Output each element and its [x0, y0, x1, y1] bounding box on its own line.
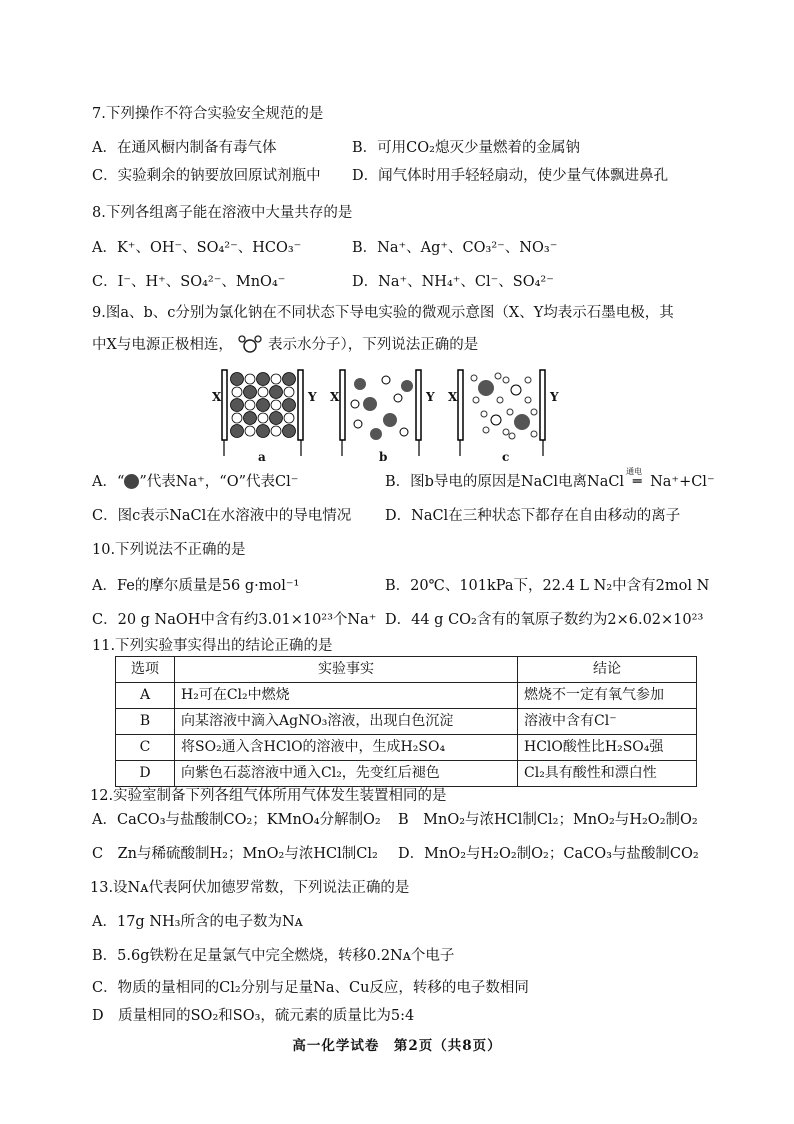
- page-footer: 高一化学试卷 第2页（共8页）: [292, 1038, 502, 1054]
- q11-stem: 11.下列实验事实得出的结论正确的是: [92, 638, 333, 654]
- q12-option-d: D．MnO₂与H₂O₂制O₂；CaCO₃与盐酸制CO₂: [398, 846, 699, 862]
- table-header-row: [116, 657, 697, 683]
- q9-option-a: [92, 472, 298, 492]
- lattice-chloride-ion: [232, 387, 242, 397]
- nacl-conduction-figure: [210, 368, 580, 463]
- table-row: [116, 761, 697, 787]
- q12-option-b: B MnO₂与浓HCl制Cl₂；MnO₂与H₂O₂制O₂: [398, 812, 698, 828]
- header-conclusion: 结论: [518, 657, 697, 683]
- row-option: B: [116, 709, 175, 735]
- figure-label-c: c: [502, 450, 510, 464]
- q7-option-a: A．在通风橱内制备有毒气体: [92, 140, 277, 156]
- q9-option-b-products: Na⁺+Cl⁻: [650, 474, 715, 490]
- q12-stem: 12.实验室制备下列各组气体所用气体发生装置相同的是: [90, 788, 447, 804]
- electrode-y-label-b: Y: [426, 390, 435, 404]
- q10-stem: 10.下列说法不正确的是: [92, 542, 246, 558]
- q9-option-c: C．图c表示NaCl在水溶液中的导电情况: [92, 508, 352, 524]
- q12-option-c: C Zn与稀硫酸制H₂；MnO₂与浓HCl制Cl₂: [92, 846, 378, 862]
- q8-stem: 8.下列各组离子能在溶液中大量共存的是: [92, 205, 353, 221]
- q8-option-c: C．I⁻、H⁺、SO₄²⁻、MnO₄⁻: [92, 274, 286, 290]
- panel-a: [210, 368, 320, 456]
- q8-option-b: B．Na⁺、Ag⁺、CO₃²⁻、NO₃⁻: [352, 240, 558, 256]
- q13-option-a: A．17g NH₃所含的电子数为Nᴀ: [92, 914, 303, 930]
- lattice-sodium-ion: [257, 399, 270, 412]
- figure-label-b: b: [379, 450, 388, 464]
- lattice-sodium-ion: [231, 373, 244, 386]
- table-row: [116, 683, 697, 709]
- row-conclusion: HClO酸性比H₂SO₄强: [518, 735, 697, 761]
- header-fact: 实验事实: [175, 657, 518, 683]
- q10-option-b: B．20℃、101kPa下，22.4 L N₂中含有2mol N: [385, 578, 710, 594]
- q9-stem-part2: 表示水分子），下列说法正确的是: [268, 337, 479, 353]
- row-option: A: [116, 683, 175, 709]
- lattice-sodium-ion: [283, 373, 296, 386]
- q7-option-b: B．可用CO₂熄灭少量燃着的金属钠: [352, 140, 580, 156]
- lattice-chloride-ion: [258, 413, 268, 423]
- lattice-chloride-ion: [245, 374, 255, 384]
- q9-option-b: [385, 467, 715, 492]
- lattice-sodium-ion: [270, 386, 283, 399]
- row-conclusion: 溶液中含有Cl⁻: [518, 709, 697, 735]
- water-molecule-icon: [237, 334, 263, 354]
- row-fact: 向某溶液中滴入AgNO₃溶液，出现白色沉淀: [175, 709, 518, 735]
- q9-option-a-prefix: A．“: [92, 474, 125, 490]
- row-conclusion: Cl₂具有酸性和漂白性: [518, 761, 697, 787]
- electrode-x-label-c: X: [448, 390, 458, 404]
- q9-option-d: D．NaCl在三种状态下都存在自由移动的离子: [385, 508, 681, 524]
- lattice-chloride-ion: [232, 413, 242, 423]
- table-row: [116, 735, 697, 761]
- row-option: C: [116, 735, 175, 761]
- q8-option-d: D．Na⁺、NH₄⁺、Cl⁻、SO₄²⁻: [352, 274, 554, 290]
- ionization-arrow: 通电 ═: [624, 472, 650, 492]
- row-fact: H₂可在Cl₂中燃烧: [175, 683, 518, 709]
- lattice-sodium-ion: [244, 386, 257, 399]
- electrode-y-label-c: Y: [550, 390, 559, 404]
- lattice-chloride-ion: [258, 387, 268, 397]
- panel-c: [458, 370, 545, 456]
- lattice-chloride-ion: [271, 426, 281, 436]
- lattice-sodium-ion: [283, 425, 296, 438]
- q9-option-a-text: ”代表Na⁺，“O”代表Cl⁻: [139, 474, 299, 490]
- q13-option-d: D 质量相同的SO₂和SO₃，硫元素的质量比为5:4: [92, 1008, 415, 1024]
- lattice-sodium-ion: [231, 399, 244, 412]
- lattice-sodium-ion: [283, 399, 296, 412]
- sodium-ion-icon: [124, 474, 139, 489]
- q13-stem: 13.设Nᴀ代表阿伏加德罗常数，下列说法正确的是: [90, 880, 410, 896]
- figure-label-a: a: [258, 450, 266, 464]
- panel-b: [340, 370, 421, 456]
- q7-option-c: C．实验剩余的钠要放回原试剂瓶中: [92, 168, 321, 184]
- electrode-x-label-a: X: [212, 390, 222, 404]
- row-option: D: [116, 761, 175, 787]
- q7-option-d: D．闻气体时用手轻轻扇动，使少量气体飘进鼻孔: [352, 168, 669, 184]
- q10-option-a: A．Fe的摩尔质量是56 g·mol⁻¹: [92, 578, 300, 594]
- lattice-chloride-ion: [284, 387, 294, 397]
- lattice-sodium-ion: [244, 412, 257, 425]
- q12-option-a: A．CaCO₃与盐酸制CO₂；KMnO₄分解制O₂: [92, 812, 381, 828]
- q10-option-c: C．20 g NaOH中含有约3.01×10²³个Na⁺: [92, 612, 377, 628]
- lattice-chloride-ion: [271, 400, 281, 410]
- q7-stem: 7.下列操作不符合实验安全规范的是: [92, 106, 324, 122]
- q8-option-a: A．K⁺、OH⁻、SO₄²⁻、HCO₃⁻: [92, 240, 302, 256]
- electrode-y-label-a: Y: [308, 390, 317, 404]
- row-fact: 向紫色石蕊溶液中通入Cl₂，先变红后褪色: [175, 761, 518, 787]
- q9-stem-line1: 9.图a、b、c分别为氯化钠在不同状态下导电实验的微观示意图（X、Y均表示石墨电极，其: [92, 305, 674, 321]
- lattice-sodium-ion: [231, 425, 244, 438]
- q10-option-d: D．44 g CO₂含有的氧原子数约为2×6.02×10²³: [385, 612, 704, 628]
- row-conclusion: 燃烧不一定有氧气参加: [518, 683, 697, 709]
- lattice-chloride-ion: [284, 413, 294, 423]
- row-fact: 将SO₂通入含HClO的溶液中，生成H₂SO₄: [175, 735, 518, 761]
- q13-option-c: C．物质的量相同的Cl₂分别与足量Na、Cu反应，转移的电子数相同: [92, 980, 529, 996]
- table-row: [116, 709, 697, 735]
- lattice-chloride-ion: [271, 374, 281, 384]
- lattice-chloride-ion: [245, 400, 255, 410]
- q9-stem-part1: 中X与电源正极相连，: [92, 337, 233, 353]
- header-option: 选项: [116, 657, 175, 683]
- electrode-x-label-b: X: [330, 390, 340, 404]
- q9-option-b-text: B．图b导电的原因是NaCl电离NaCl: [385, 474, 625, 490]
- q9-stem-line2: [92, 334, 478, 355]
- q11-table: [115, 656, 697, 787]
- q13-option-b: B．5.6g铁粉在足量氯气中完全燃烧，转移0.2Nᴀ个电子: [92, 948, 455, 964]
- lattice-sodium-ion: [257, 425, 270, 438]
- lattice-sodium-ion: [270, 412, 283, 425]
- lattice-chloride-ion: [245, 426, 255, 436]
- lattice-sodium-ion: [257, 373, 270, 386]
- ionization-condition: 通电: [626, 467, 643, 476]
